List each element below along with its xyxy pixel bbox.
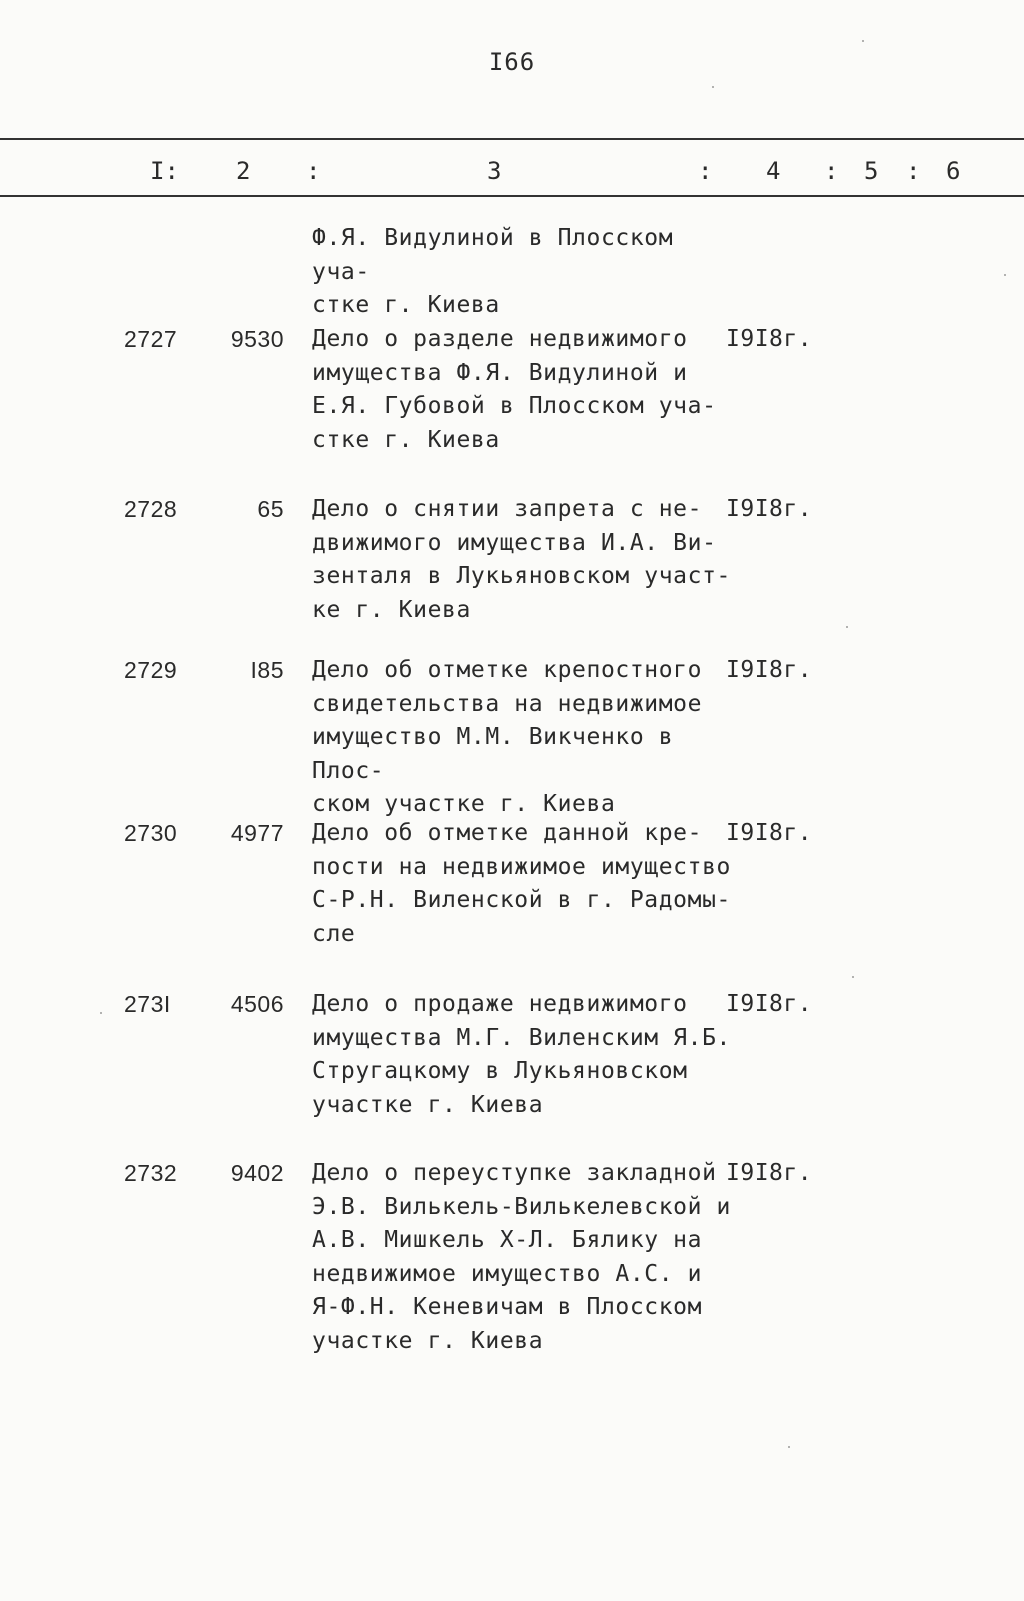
entry-number: 2728 <box>124 496 178 522</box>
entry-code: 9530 <box>230 326 284 352</box>
header-bottom-rule <box>0 195 1024 197</box>
entry-number: 2729 <box>124 657 178 683</box>
entry-description: Ф.Я. Видулиной в Плосском уча- стке г. Киева <box>312 225 674 318</box>
column-header-5: 5 <box>864 157 879 185</box>
entry-year: I9I8г. <box>726 657 813 683</box>
entry-code: 4506 <box>230 991 284 1017</box>
column-header-4: 4 <box>766 157 781 185</box>
entry-description: Дело об отметке крепостного свидетельства на недвижимое имущество М.М. Викченко в Плос- ском участке г. Киева <box>312 657 703 817</box>
header-top-rule <box>0 138 1024 140</box>
column-header-3: 3 <box>487 157 502 185</box>
entry-number: 273I <box>124 991 171 1017</box>
entry-code: 65 <box>257 496 284 522</box>
entry-year: I9I8г. <box>726 820 813 846</box>
scan-speck <box>1004 274 1006 276</box>
column-separator: : <box>906 157 921 185</box>
entry-description: Дело о продаже недвижимого имущества М.Г. Виленским Я.Б. Стругацкому в Лукьяновском участке г. Киева <box>312 991 731 1118</box>
column-header-2: 2 <box>236 157 251 185</box>
scan-speck <box>862 40 864 42</box>
entry-year: I9I8г. <box>726 496 813 522</box>
entry-code: 9402 <box>230 1160 284 1186</box>
scan-speck <box>852 976 854 978</box>
column-separator: : <box>306 157 321 185</box>
entry-year: I9I8г. <box>726 991 813 1017</box>
entry-number: 2727 <box>124 326 178 352</box>
page-number: I66 <box>488 48 536 76</box>
column-header-1: I: <box>150 157 179 185</box>
scan-speck <box>846 626 848 628</box>
scan-speck <box>100 1012 102 1014</box>
entry-description: Дело об отметке данной кре- пости на недвижимое имущество С-Р.Н. Виленской в г. Радомы- сле <box>312 820 731 947</box>
entry-number: 2732 <box>124 1160 178 1186</box>
scan-speck <box>712 86 714 88</box>
scan-speck <box>788 1446 790 1448</box>
entry-year: I9I8г. <box>726 326 813 352</box>
entry-number: 2730 <box>124 820 178 846</box>
entry-code: 4977 <box>230 820 284 846</box>
entry-description: Дело о разделе недвижимого имущества Ф.Я. Видулиной и Е.Я. Губовой в Плосском уча- стке г. Киева <box>312 326 717 453</box>
column-header-6: 6 <box>946 157 961 185</box>
entry-code: I85 <box>250 657 284 683</box>
entry-description: Дело о переуступке закладной Э.В. Вилькель-Вилькелевской и А.В. Мишкель Х-Л. Бялику на недвижимое имущество А.С. и Я-Ф.Н. Кеневичам в Плосском участке г. Киева <box>312 1160 731 1354</box>
column-separator: : <box>824 157 839 185</box>
column-separator: : <box>698 157 713 185</box>
entry-description: Дело о снятии запрета с не- движимого имущества И.А. Ви- зенталя в Лукьяновском участ- ке г. Киева <box>312 496 731 623</box>
entry-year: I9I8г. <box>726 1160 813 1186</box>
